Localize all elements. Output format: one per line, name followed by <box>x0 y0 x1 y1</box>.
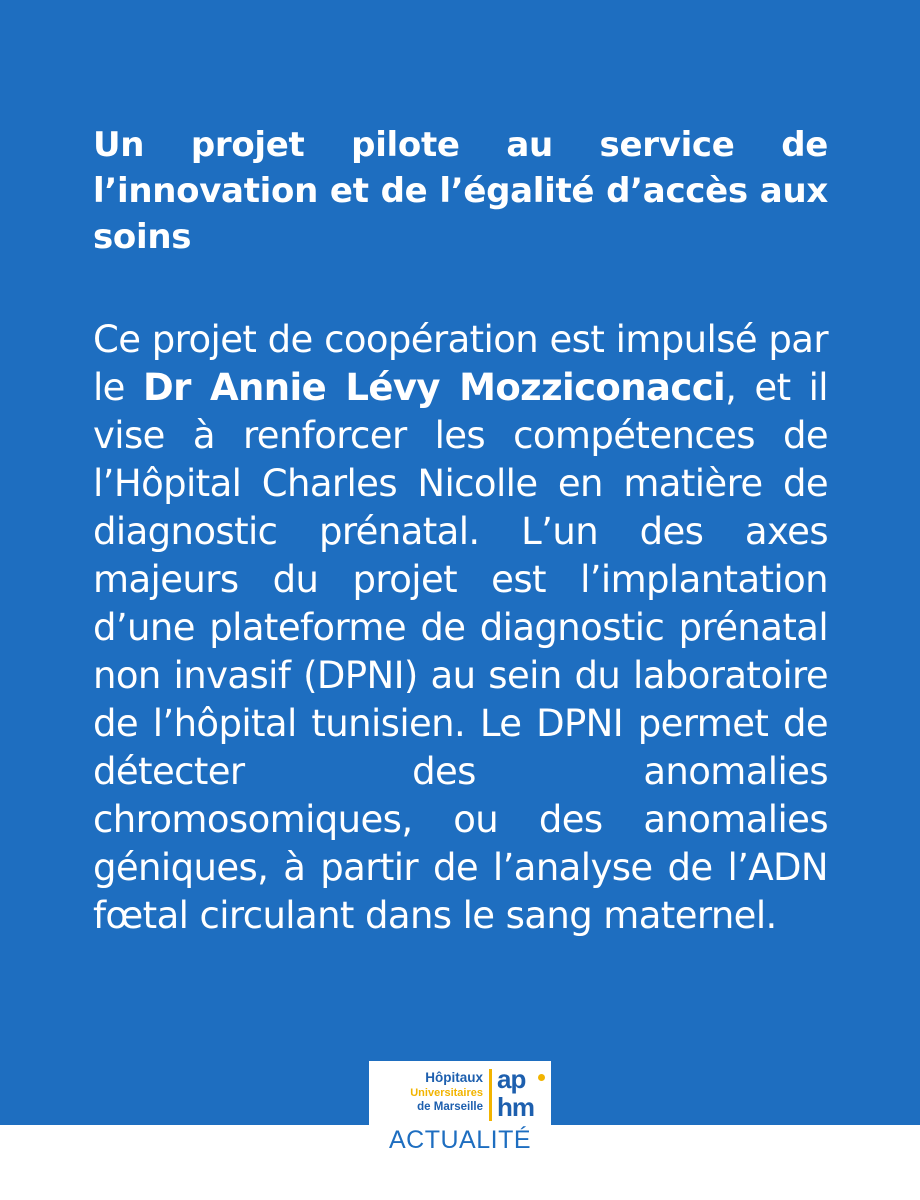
article-body-intro: Ce projet de coopération est impulsé par le <box>93 318 828 409</box>
logo-hm: hm <box>497 1092 534 1122</box>
logo-divider <box>489 1069 492 1121</box>
article <box>93 122 828 940</box>
article-body <box>93 316 828 940</box>
logo-ap: ap <box>497 1064 526 1094</box>
footer-label: ACTUALITÉ <box>388 1126 532 1154</box>
logo-line-marseille: de Marseille <box>417 1101 483 1113</box>
logo-wordmark <box>375 1070 483 1115</box>
logo-line-hopitaux: Hôpitaux <box>425 1070 483 1085</box>
article-body-name: Dr Annie Lévy Mozziconacci <box>142 366 726 409</box>
logo-monogram <box>497 1065 549 1121</box>
logo-line-universitaires: Universitaires <box>410 1087 483 1099</box>
aphm-logo <box>369 1061 551 1127</box>
logo-dot-icon <box>538 1074 545 1081</box>
article-heading: Un projet pilote au service de l’innovation et de l’égalité d’accès aux soins <box>93 125 828 257</box>
article-body-rest: , et il vise à renforcer les compétences de l’Hôpital Charles Nicolle en matière de diagnostic prénatal. L’un des axes majeurs du projet est l’implantation d’une plateforme de diagnostic prénatal non invasif (DPNI) au sein du laboratoire de l’hôpital tunisien. Le DPNI permet de détecter des anomalies chromosomiques, ou des anomalies géniques, à partir de l’analyse de l’ADN fœtal circulant dans le sang maternel. <box>93 366 828 937</box>
